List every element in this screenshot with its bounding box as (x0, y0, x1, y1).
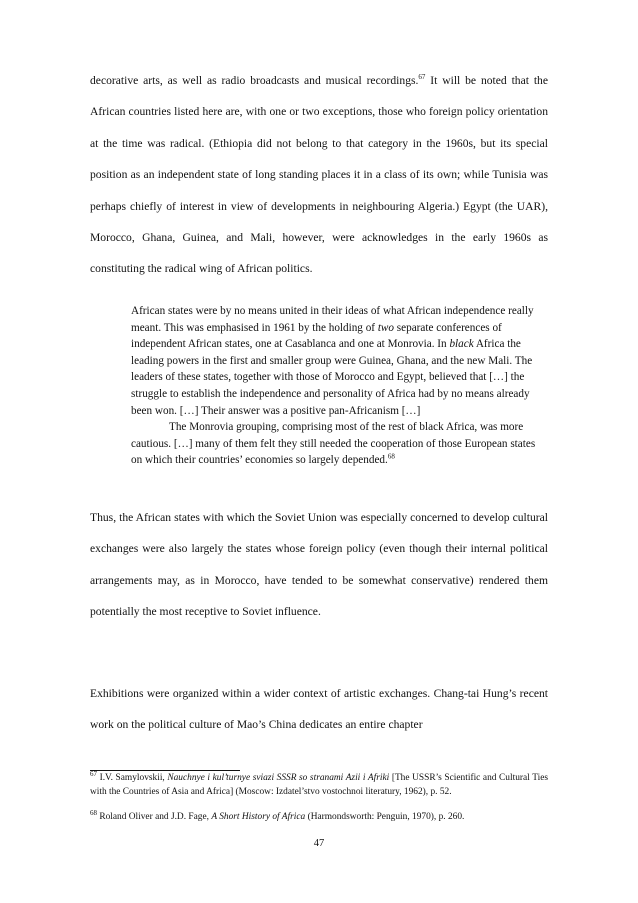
italic-text: black (449, 338, 474, 351)
body-paragraph-3 (90, 678, 548, 741)
text-run: separate conferences of independent African states, one at Casablanca and one at Monrovia. In (131, 321, 502, 351)
text-run: (Harmondsworth: Penguin, 1970), p. 260. (305, 812, 465, 822)
footnote-68 (90, 808, 548, 825)
text-run: decorative arts, as well as radio broadcasts and musical recordings. (90, 74, 419, 87)
footnote-marker: 67 (90, 769, 97, 778)
text-run: African states were by no means united in their ideas of what African independence really meant. This was emphasised in 1961 by the holding of (131, 305, 534, 334)
body-paragraph-2 (90, 502, 548, 628)
footnote-separator (90, 770, 240, 771)
italic-text: two (377, 321, 394, 334)
text-run: Africa the leading powers in the first and smaller group were Guinea, Ghana, and the new Mali. The leaders of these states, together with those of Morocco and Egypt, believed that […] the struggle to establish the independence and personality of Africa had by no means already been won. […] Their answer was a positive pan-Africanism […] (131, 338, 533, 417)
footnote-67 (90, 769, 548, 799)
block-quotation-part-1 (131, 303, 543, 419)
footnote-marker: 67 (418, 73, 426, 82)
text-run: The Monrovia grouping, comprising most of the rest of black Africa, was more cautious. […] many of them felt they still needed the cooperation of those European states on which their countries’ economies so largely depended. (131, 421, 536, 467)
text-run: Thus, the African states with which the Soviet Union was especially concerned to develop cultural exchanges were also largely the states whose foreign policy (even though their internal political arrangements may, as in Morocco, have tended to be somewhat conservative) rendered them potentially the most receptive to Soviet influence. (90, 511, 548, 619)
text-run: Exhibitions were organized within a wider context of artistic exchanges. Chang-tai Hung’s recent work on the political culture of Mao’s China dedicates an entire chapter (90, 687, 548, 732)
text-run: [The USSR’s Scientific and Cultural Ties with the Countries of Asia and Africa] (Moscow: Izdatel’stvo vostochnoi literatury, 1962), p. 52. (90, 773, 548, 797)
page-number: 47 (313, 838, 325, 849)
footnote-marker: 68 (387, 452, 395, 461)
italic-text: A Short History of Africa (211, 812, 306, 822)
italic-text: Nauchnye i kul’turnye sviazi SSSR so stranami Azii i Afriki (167, 773, 390, 783)
text-run: It will be noted that the African countries listed here are, with one or two exceptions, those who foreign policy orientation at the time was radical. (Ethiopia did not belong to that category in the 1960s, but its special position as an independent state of long standing places it in a class of its own; while Tunisia was perhaps chiefly of interest in view of developments in neighbouring Algeria.) Egypt (the UAR), Morocco, Ghana, Guinea, and Mali, however, were acknowledges in the early 1960s as constituting the radical wing of African politics. (90, 74, 548, 276)
body-paragraph-1 (90, 65, 548, 285)
block-quotation-part-2 (131, 419, 543, 469)
text-run: I.V. Samylovskii, (97, 773, 168, 783)
block-quotation (131, 303, 543, 469)
footnote-marker: 68 (90, 808, 97, 817)
text-run: Roland Oliver and J.D. Fage, (97, 812, 212, 822)
